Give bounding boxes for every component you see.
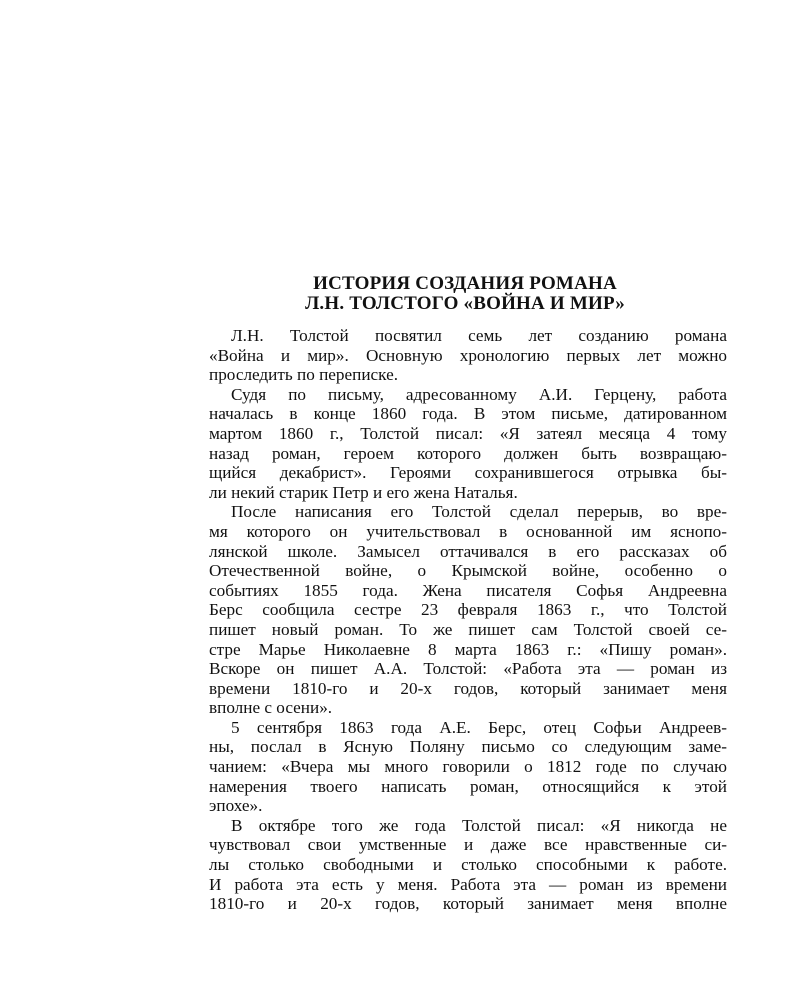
- text-line: щийся декабрист». Героями сохранившегося отрывка бы-: [209, 463, 727, 483]
- text-line: времени 1810-го и 20-х годов, который занимает меня: [209, 678, 727, 698]
- text-line: Л.Н. Толстой посвятил семь лет созданию романа: [231, 326, 727, 345]
- text-line: 1810-го и 20-х годов, который занимает меня вполне: [209, 894, 727, 914]
- text-line: ны, послал в Ясную Поляну письмо со следующим заме-: [209, 737, 727, 757]
- heading-line-2: Л.Н. ТОЛСТОГО «ВОЙНА И МИР»: [305, 293, 625, 314]
- text-line: 5 сентября 1863 года А.Е. Берс, отец Софьи Андреев-: [231, 717, 727, 737]
- text-line: событиях 1855 года. Жена писателя Софья Андреевна: [209, 580, 727, 600]
- text-line: И работа эта есть у меня. Работа эта — роман из времени: [209, 874, 727, 894]
- text-line: пишет новый роман. То же пишет сам Толстой своей се-: [209, 619, 727, 639]
- chapter-heading: [200, 274, 730, 314]
- text-line: проследить по переписке.: [209, 365, 399, 385]
- text-line: намерения твоего написать роман, относящийся к этой: [209, 776, 727, 796]
- text-line: лянской школе. Замысел оттачивался в его рассказах об: [209, 541, 727, 561]
- text-line: вполне с осени».: [209, 698, 333, 718]
- text-line: мя которого он учительствовал в основанной им яснопо-: [209, 521, 727, 541]
- text-line: В октябре того же года Толстой писал: «Я никогда не: [231, 815, 727, 835]
- text-line: «Война и мир». Основную хронологию первых лет можно: [209, 345, 727, 365]
- heading-line-1: ИСТОРИЯ СОЗДАНИЯ РОМАНА: [313, 273, 617, 294]
- text-line: стре Марье Николаевне 8 марта 1863 г.: «Пишу роман».: [209, 639, 727, 659]
- text-line: началась в конце 1860 года. В этом письме, датированном: [209, 404, 727, 424]
- text-line: ли некий старик Петр и его жена Наталья.: [209, 482, 518, 502]
- text-line: чанием: «Вчера мы много говорили о 1812 годе по случаю: [209, 757, 727, 777]
- text-line: мартом 1860 г., Толстой писал: «Я затеял месяца 4 тому: [209, 423, 727, 443]
- body-text: [209, 326, 727, 914]
- text-line: Вскоре он пишет А.А. Толстой: «Работа эта — роман из: [209, 659, 727, 679]
- text-line: Судя по письму, адресованному А.И. Герцену, работа: [231, 384, 727, 404]
- text-line: эпохе».: [209, 796, 263, 816]
- text-line: лы столько свободными и столько способными к работе.: [209, 855, 727, 875]
- text-line: назад роман, героем которого должен быть возвращаю-: [209, 443, 727, 463]
- text-line: Отечественной войне, о Крымской войне, особенно о: [209, 561, 727, 581]
- text-line: Берс сообщила сестре 23 февраля 1863 г., что Толстой: [209, 600, 727, 620]
- text-line: чувствовал свои умственные и даже все нравственные си-: [209, 835, 727, 855]
- text-line: После написания его Толстой сделал перерыв, во вре-: [231, 502, 727, 522]
